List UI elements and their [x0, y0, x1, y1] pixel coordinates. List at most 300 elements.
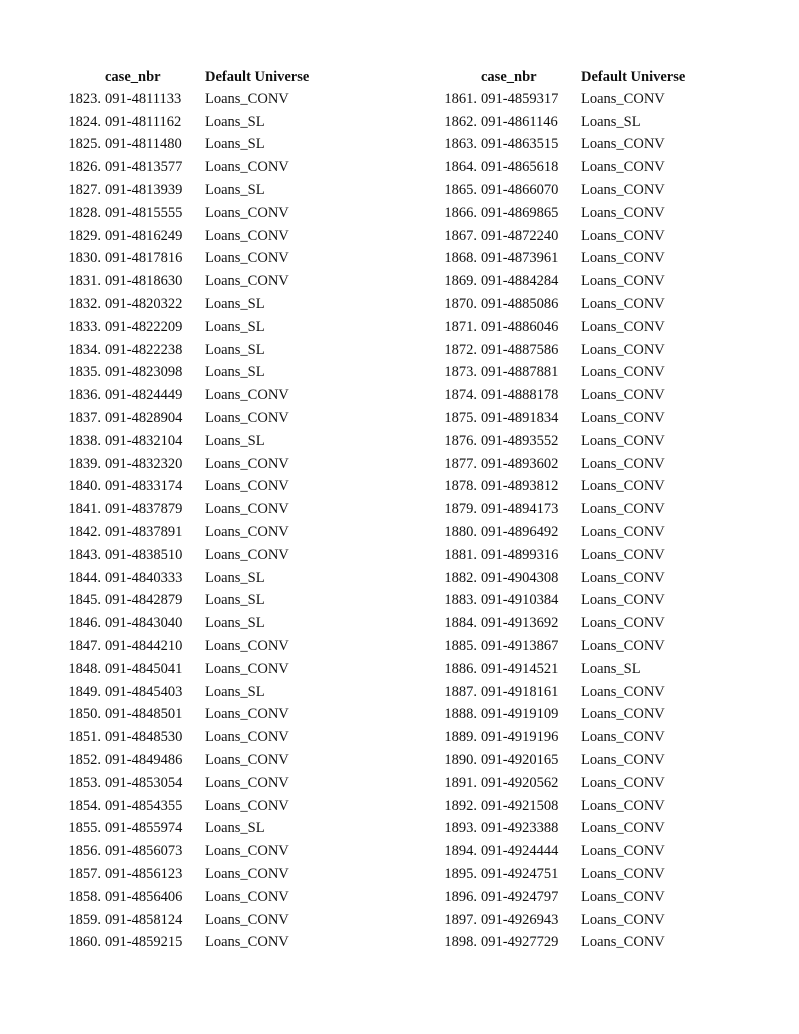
table-row: [416, 521, 741, 544]
case-nbr-cell: 091-4888178: [481, 387, 559, 404]
right-table-body: [416, 88, 741, 954]
case-nbr-cell: 091-4837891: [105, 524, 183, 541]
row-index: 1864.: [444, 159, 477, 176]
table-header-row: [40, 66, 365, 88]
case-nbr-cell: 091-4921508: [481, 797, 559, 814]
row-index: 1859.: [68, 911, 101, 928]
row-index: 1897.: [444, 911, 477, 928]
case-nbr-cell: 091-4859215: [105, 934, 183, 951]
case-nbr-cell: 091-4813577: [105, 159, 183, 176]
table-row: [416, 453, 741, 476]
default-universe-header: Default Universe: [581, 68, 686, 85]
row-index: 1844.: [68, 569, 101, 586]
universe-cell: Loans_CONV: [205, 865, 289, 882]
universe-cell: Loans_CONV: [205, 455, 289, 472]
row-index: 1853.: [68, 774, 101, 791]
table-row: [416, 590, 741, 613]
universe-cell: Loans_CONV: [205, 478, 289, 495]
row-index: 1846.: [68, 615, 101, 632]
case-nbr-cell: 091-4893812: [481, 478, 559, 495]
universe-cell: Loans_CONV: [205, 797, 289, 814]
table-row: [416, 612, 741, 635]
universe-cell: Loans_CONV: [205, 843, 289, 860]
table-row: [416, 384, 741, 407]
table-row: [40, 134, 365, 157]
table-row: [40, 407, 365, 430]
row-index: 1839.: [68, 455, 101, 472]
case-nbr-cell: 091-4924444: [481, 843, 559, 860]
universe-cell: Loans_CONV: [581, 615, 665, 632]
table-row: [416, 886, 741, 909]
case-nbr-cell: 091-4848530: [105, 729, 183, 746]
case-nbr-cell: 091-4811162: [105, 113, 182, 130]
row-index: 1893.: [444, 820, 477, 837]
table-row: [416, 293, 741, 316]
row-index: 1835.: [68, 364, 101, 381]
universe-cell: Loans_CONV: [581, 934, 665, 951]
table-row: [416, 749, 741, 772]
row-index: 1829.: [68, 227, 101, 244]
row-index: 1851.: [68, 729, 101, 746]
universe-cell: Loans_CONV: [581, 364, 665, 381]
table-row: [40, 590, 365, 613]
case-nbr-cell: 091-4910384: [481, 592, 559, 609]
case-nbr-cell: 091-4845403: [105, 683, 183, 700]
table-row: [40, 179, 365, 202]
universe-cell: Loans_SL: [205, 136, 265, 153]
universe-cell: Loans_CONV: [205, 90, 289, 107]
case-nbr-cell: 091-4887586: [481, 341, 559, 358]
case-nbr-cell: 091-4927729: [481, 934, 559, 951]
table-row: [40, 909, 365, 932]
universe-cell: Loans_CONV: [205, 706, 289, 723]
table-row: [40, 840, 365, 863]
universe-cell: Loans_CONV: [205, 911, 289, 928]
row-index: 1830.: [68, 250, 101, 267]
table-row: [416, 339, 741, 362]
row-index: 1840.: [68, 478, 101, 495]
universe-cell: Loans_CONV: [581, 843, 665, 860]
table-row: [40, 430, 365, 453]
case-nbr-cell: 091-4893552: [481, 432, 559, 449]
table-row: [416, 909, 741, 932]
universe-cell: Loans_SL: [205, 569, 265, 586]
universe-cell: Loans_CONV: [581, 683, 665, 700]
case-nbr-cell: 091-4920165: [481, 752, 559, 768]
row-index: 1888.: [444, 706, 477, 723]
row-index: 1848.: [68, 660, 101, 677]
table-row: [416, 840, 741, 863]
case-nbr-cell: 091-4920562: [481, 774, 559, 791]
row-index: 1883.: [444, 592, 477, 609]
row-index: 1886.: [444, 660, 477, 677]
table-row: [416, 248, 741, 271]
table-row: [416, 681, 741, 704]
table-row: [40, 476, 365, 499]
case-nbr-cell: 091-4926943: [481, 911, 559, 928]
universe-cell: Loans_CONV: [581, 296, 665, 313]
case-nbr-header: case_nbr: [105, 68, 161, 85]
universe-cell: Loans_SL: [581, 660, 641, 677]
case-nbr-cell: 091-4844210: [105, 638, 183, 655]
table-row: [40, 293, 365, 316]
case-nbr-cell: 091-4815555: [105, 204, 183, 221]
row-index: 1885.: [444, 638, 477, 655]
universe-cell: Loans_CONV: [205, 159, 289, 176]
case-nbr-cell: 091-4914521: [481, 660, 559, 677]
case-nbr-cell: 091-4913692: [481, 615, 559, 632]
case-nbr-cell: 091-4885086: [481, 296, 559, 313]
row-index: 1869.: [444, 273, 477, 290]
universe-cell: Loans_CONV: [205, 524, 289, 541]
universe-cell: Loans_CONV: [205, 501, 289, 518]
row-index: 1868.: [444, 250, 477, 267]
universe-cell: Loans_CONV: [581, 546, 665, 563]
case-nbr-cell: 091-4918161: [481, 683, 559, 700]
table-row: [40, 704, 365, 727]
case-nbr-cell: 091-4842879: [105, 592, 183, 609]
table-row: [416, 88, 741, 111]
row-index: 1876.: [444, 432, 477, 449]
universe-cell: Loans_CONV: [581, 250, 665, 267]
case-nbr-cell: 091-4869865: [481, 204, 559, 221]
case-nbr-cell: 091-4919109: [481, 706, 559, 723]
table-row: [416, 179, 741, 202]
row-index: 1892.: [444, 797, 477, 814]
row-index: 1870.: [444, 296, 477, 313]
index-header: [416, 66, 477, 88]
row-index: 1895.: [444, 865, 477, 882]
case-nbr-cell: 091-4919196: [481, 729, 559, 746]
universe-cell: Loans_SL: [205, 820, 265, 837]
universe-cell: Loans_CONV: [205, 638, 289, 655]
case-nbr-cell: 091-4822209: [105, 318, 183, 335]
case-nbr-cell: 091-4856123: [105, 865, 183, 882]
row-index: 1838.: [68, 432, 101, 449]
default-universe-header: Default Universe: [205, 68, 310, 85]
table-row: [40, 156, 365, 179]
table-row: [416, 270, 741, 293]
right-table: [416, 66, 741, 954]
table-row: [40, 453, 365, 476]
row-index: 1884.: [444, 615, 477, 632]
table-row: [40, 612, 365, 635]
row-index: 1873.: [444, 364, 477, 381]
case-nbr-cell: 091-4923388: [481, 820, 559, 837]
table-row: [40, 749, 365, 772]
row-index: 1824.: [68, 113, 101, 130]
index-header: [40, 66, 101, 88]
case-nbr-cell: 091-4828904: [105, 410, 183, 427]
table-row: [40, 202, 365, 225]
case-nbr-cell: 091-4887881: [481, 364, 559, 381]
table-header-row: [416, 66, 741, 88]
table-row: [40, 498, 365, 521]
row-index: 1833.: [68, 318, 101, 335]
table-row: [40, 931, 365, 954]
case-nbr-cell: 091-4904308: [481, 569, 559, 586]
row-index: 1831.: [68, 273, 101, 290]
universe-cell: Loans_CONV: [205, 934, 289, 951]
case-nbr-cell: 091-4838510: [105, 546, 183, 563]
case-nbr-cell: 091-4858124: [105, 911, 183, 928]
case-nbr-cell: 091-4824449: [105, 387, 183, 404]
row-index: 1894.: [444, 843, 477, 860]
universe-cell: Loans_CONV: [581, 182, 665, 199]
table-row: [40, 863, 365, 886]
row-index: 1847.: [68, 638, 101, 655]
universe-cell: Loans_CONV: [581, 706, 665, 723]
row-index: 1850.: [68, 706, 101, 723]
row-index: 1828.: [68, 204, 101, 221]
universe-cell: Loans_CONV: [205, 204, 289, 221]
row-index: 1857.: [68, 865, 101, 882]
universe-cell: Loans_CONV: [205, 387, 289, 404]
case-nbr-cell: 091-4924797: [481, 888, 559, 905]
table-row: [416, 430, 741, 453]
row-index: 1849.: [68, 683, 101, 700]
row-index: 1826.: [68, 159, 101, 176]
table-row: [416, 111, 741, 134]
universe-cell: Loans_CONV: [205, 410, 289, 427]
universe-cell: Loans_SL: [205, 182, 265, 199]
universe-cell: Loans_SL: [205, 683, 265, 700]
universe-cell: Loans_CONV: [205, 250, 289, 267]
case-nbr-cell: 091-4837879: [105, 501, 183, 518]
left-table-body: [40, 88, 365, 954]
table-row: [416, 795, 741, 818]
row-index: 1877.: [444, 455, 477, 472]
row-index: 1875.: [444, 410, 477, 427]
universe-cell: Loans_CONV: [581, 159, 665, 176]
case-nbr-cell: 091-4832104: [105, 432, 183, 449]
case-nbr-cell: 091-4894173: [481, 501, 559, 518]
universe-cell: Loans_CONV: [581, 455, 665, 472]
case-nbr-cell: 091-4893602: [481, 455, 559, 472]
table-row: [40, 658, 365, 681]
case-nbr-cell: 091-4818630: [105, 273, 183, 290]
row-index: 1858.: [68, 888, 101, 905]
table-row: [416, 134, 741, 157]
case-nbr-cell: 091-4855974: [105, 820, 183, 837]
row-index: 1856.: [68, 843, 101, 860]
table-row: [416, 316, 741, 339]
row-index: 1878.: [444, 478, 477, 495]
universe-cell: Loans_CONV: [581, 387, 665, 404]
universe-cell: Loans_SL: [581, 113, 641, 130]
universe-cell: Loans_CONV: [581, 797, 665, 814]
universe-cell: Loans_CONV: [205, 752, 289, 768]
universe-cell: Loans_CONV: [581, 524, 665, 541]
universe-cell: Loans_CONV: [205, 660, 289, 677]
universe-cell: Loans_SL: [205, 113, 265, 130]
universe-cell: Loans_CONV: [581, 478, 665, 495]
universe-cell: Loans_CONV: [581, 865, 665, 882]
universe-cell: Loans_CONV: [205, 227, 289, 244]
table-row: [40, 225, 365, 248]
table-row: [416, 202, 741, 225]
case-nbr-cell: 091-4811133: [105, 90, 182, 107]
case-nbr-cell: 091-4856073: [105, 843, 183, 860]
row-index: 1861.: [444, 90, 477, 107]
row-index: 1891.: [444, 774, 477, 791]
table-row: [40, 339, 365, 362]
row-index: 1879.: [444, 501, 477, 518]
case-nbr-cell: 091-4823098: [105, 364, 183, 381]
case-nbr-cell: 091-4853054: [105, 774, 183, 791]
case-nbr-cell: 091-4886046: [481, 318, 559, 335]
case-nbr-cell: 091-4866070: [481, 182, 559, 199]
universe-cell: Loans_SL: [205, 432, 265, 449]
right-column: [416, 66, 741, 954]
case-nbr-cell: 091-4820322: [105, 296, 183, 313]
case-nbr-cell: 091-4840333: [105, 569, 183, 586]
universe-cell: Loans_CONV: [581, 341, 665, 358]
table-row: [416, 635, 741, 658]
table-row: [40, 772, 365, 795]
table-row: [40, 635, 365, 658]
table-row: [416, 567, 741, 590]
table-row: [416, 704, 741, 727]
table-row: [40, 384, 365, 407]
case-nbr-cell: 091-4924751: [481, 865, 559, 882]
table-row: [416, 498, 741, 521]
case-nbr-cell: 091-4849486: [105, 752, 183, 768]
table-row: [40, 316, 365, 339]
universe-cell: Loans_CONV: [205, 774, 289, 791]
case-nbr-cell: 091-4845041: [105, 660, 183, 677]
universe-cell: Loans_CONV: [581, 729, 665, 746]
table-row: [416, 362, 741, 385]
universe-cell: Loans_CONV: [581, 227, 665, 244]
case-nbr-cell: 091-4832320: [105, 455, 183, 472]
universe-cell: Loans_SL: [205, 592, 265, 609]
case-nbr-cell: 091-4859317: [481, 90, 559, 107]
case-nbr-cell: 091-4833174: [105, 478, 183, 495]
universe-cell: Loans_SL: [205, 318, 265, 335]
table-row: [40, 270, 365, 293]
universe-cell: Loans_CONV: [581, 432, 665, 449]
table-row: [40, 88, 365, 111]
universe-cell: Loans_CONV: [581, 318, 665, 335]
universe-cell: Loans_CONV: [581, 752, 665, 768]
left-table: [40, 66, 365, 954]
row-index: 1867.: [444, 227, 477, 244]
row-index: 1854.: [68, 797, 101, 814]
table-row: [40, 362, 365, 385]
row-index: 1852.: [68, 752, 101, 768]
universe-cell: Loans_CONV: [581, 638, 665, 655]
row-index: 1832.: [68, 296, 101, 313]
universe-cell: Loans_CONV: [205, 273, 289, 290]
universe-cell: Loans_CONV: [205, 546, 289, 563]
case-nbr-cell: 091-4873961: [481, 250, 559, 267]
universe-cell: Loans_CONV: [581, 820, 665, 837]
row-index: 1823.: [68, 90, 101, 107]
case-nbr-cell: 091-4854355: [105, 797, 183, 814]
case-nbr-cell: 091-4863515: [481, 136, 559, 153]
row-index: 1855.: [68, 820, 101, 837]
case-nbr-cell: 091-4817816: [105, 250, 183, 267]
table-row: [416, 818, 741, 841]
universe-cell: Loans_CONV: [581, 273, 665, 290]
table-row: [40, 886, 365, 909]
row-index: 1898.: [444, 934, 477, 951]
table-row: [416, 931, 741, 954]
table-row: [40, 818, 365, 841]
case-nbr-cell: 091-4816249: [105, 227, 183, 244]
row-index: 1834.: [68, 341, 101, 358]
case-nbr-header: case_nbr: [481, 68, 537, 85]
row-index: 1845.: [68, 592, 101, 609]
table-row: [40, 567, 365, 590]
case-nbr-cell: 091-4813939: [105, 182, 183, 199]
case-nbr-cell: 091-4865618: [481, 159, 559, 176]
case-nbr-cell: 091-4811480: [105, 136, 182, 153]
row-index: 1860.: [68, 934, 101, 951]
row-index: 1882.: [444, 569, 477, 586]
universe-cell: Loans_SL: [205, 341, 265, 358]
table-row: [40, 726, 365, 749]
universe-cell: Loans_CONV: [205, 729, 289, 746]
table-row: [416, 726, 741, 749]
row-index: 1862.: [444, 113, 477, 130]
row-index: 1871.: [444, 318, 477, 335]
universe-cell: Loans_SL: [205, 364, 265, 381]
row-index: 1889.: [444, 729, 477, 746]
case-nbr-cell: 091-4913867: [481, 638, 559, 655]
universe-cell: Loans_CONV: [581, 90, 665, 107]
table-row: [40, 795, 365, 818]
left-column: [40, 66, 365, 954]
universe-cell: Loans_CONV: [581, 410, 665, 427]
case-nbr-cell: 091-4891834: [481, 410, 559, 427]
case-nbr-cell: 091-4861146: [481, 113, 558, 130]
row-index: 1896.: [444, 888, 477, 905]
table-row: [416, 863, 741, 886]
row-index: 1872.: [444, 341, 477, 358]
universe-cell: Loans_CONV: [581, 501, 665, 518]
row-index: 1863.: [444, 136, 477, 153]
universe-cell: Loans_CONV: [581, 774, 665, 791]
universe-cell: Loans_CONV: [581, 592, 665, 609]
universe-cell: Loans_CONV: [581, 911, 665, 928]
universe-cell: Loans_CONV: [205, 888, 289, 905]
row-index: 1881.: [444, 546, 477, 563]
table-row: [416, 658, 741, 681]
case-nbr-cell: 091-4843040: [105, 615, 183, 632]
table-row: [416, 156, 741, 179]
case-nbr-cell: 091-4848501: [105, 706, 183, 723]
universe-cell: Loans_CONV: [581, 888, 665, 905]
row-index: 1842.: [68, 524, 101, 541]
table-row: [416, 476, 741, 499]
table-row: [416, 225, 741, 248]
row-index: 1865.: [444, 182, 477, 199]
case-nbr-cell: 091-4822238: [105, 341, 183, 358]
row-index: 1836.: [68, 387, 101, 404]
universe-cell: Loans_SL: [205, 615, 265, 632]
case-nbr-cell: 091-4899316: [481, 546, 559, 563]
table-row: [416, 544, 741, 567]
row-index: 1866.: [444, 204, 477, 221]
row-index: 1841.: [68, 501, 101, 518]
row-index: 1890.: [444, 752, 477, 768]
case-nbr-cell: 091-4872240: [481, 227, 559, 244]
row-index: 1825.: [68, 136, 101, 153]
row-index: 1874.: [444, 387, 477, 404]
table-row: [40, 681, 365, 704]
